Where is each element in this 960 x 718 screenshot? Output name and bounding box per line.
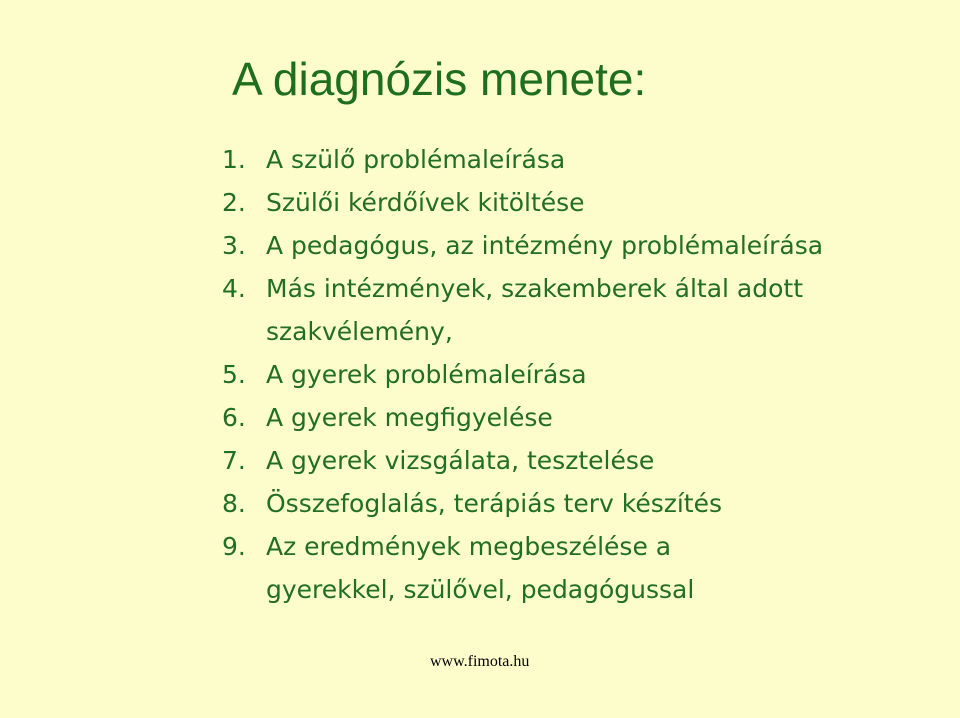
item-number: 1. <box>222 145 246 174</box>
list-item <box>222 482 823 525</box>
item-number: 5. <box>222 360 246 389</box>
list-item <box>222 224 823 267</box>
list-item <box>222 181 823 224</box>
list-item <box>222 525 823 568</box>
item-number: 8. <box>222 489 246 518</box>
diagnosis-steps-list <box>222 138 823 611</box>
item-text: Összefoglalás, terápiás terv készítés <box>266 489 723 518</box>
item-text-continuation: szakvélemény, <box>266 317 453 346</box>
list-item <box>222 396 823 439</box>
list-item <box>222 439 823 482</box>
item-text: Szülői kérdőívek kitöltése <box>266 188 585 217</box>
item-number: 7. <box>222 446 246 475</box>
item-text: A szülő problémaleírása <box>266 145 566 174</box>
list-item-continuation <box>222 568 823 611</box>
item-text: Más intézmények, szakemberek által adott <box>266 274 804 303</box>
slide-title: A diagnózis menete: <box>232 53 647 105</box>
item-number: 4. <box>222 274 246 303</box>
list-item <box>222 267 823 310</box>
item-text: A pedagógus, az intézmény problémaleírása <box>266 231 824 260</box>
item-text: Az eredmények megbeszélése a <box>266 532 672 561</box>
item-text: A gyerek megfigyelése <box>266 403 553 432</box>
list-item <box>222 138 823 181</box>
item-number: 3. <box>222 231 246 260</box>
list-item-continuation <box>222 310 823 353</box>
item-text: A gyerek problémaleírása <box>266 360 587 389</box>
item-text-continuation: gyerekkel, szülővel, pedagógussal <box>266 575 695 604</box>
item-number: 6. <box>222 403 246 432</box>
item-number: 2. <box>222 188 246 217</box>
list-item <box>222 353 823 396</box>
item-text: A gyerek vizsgálata, tesztelése <box>266 446 655 475</box>
item-number: 9. <box>222 532 246 561</box>
footer-url: www.fimota.hu <box>430 653 530 670</box>
